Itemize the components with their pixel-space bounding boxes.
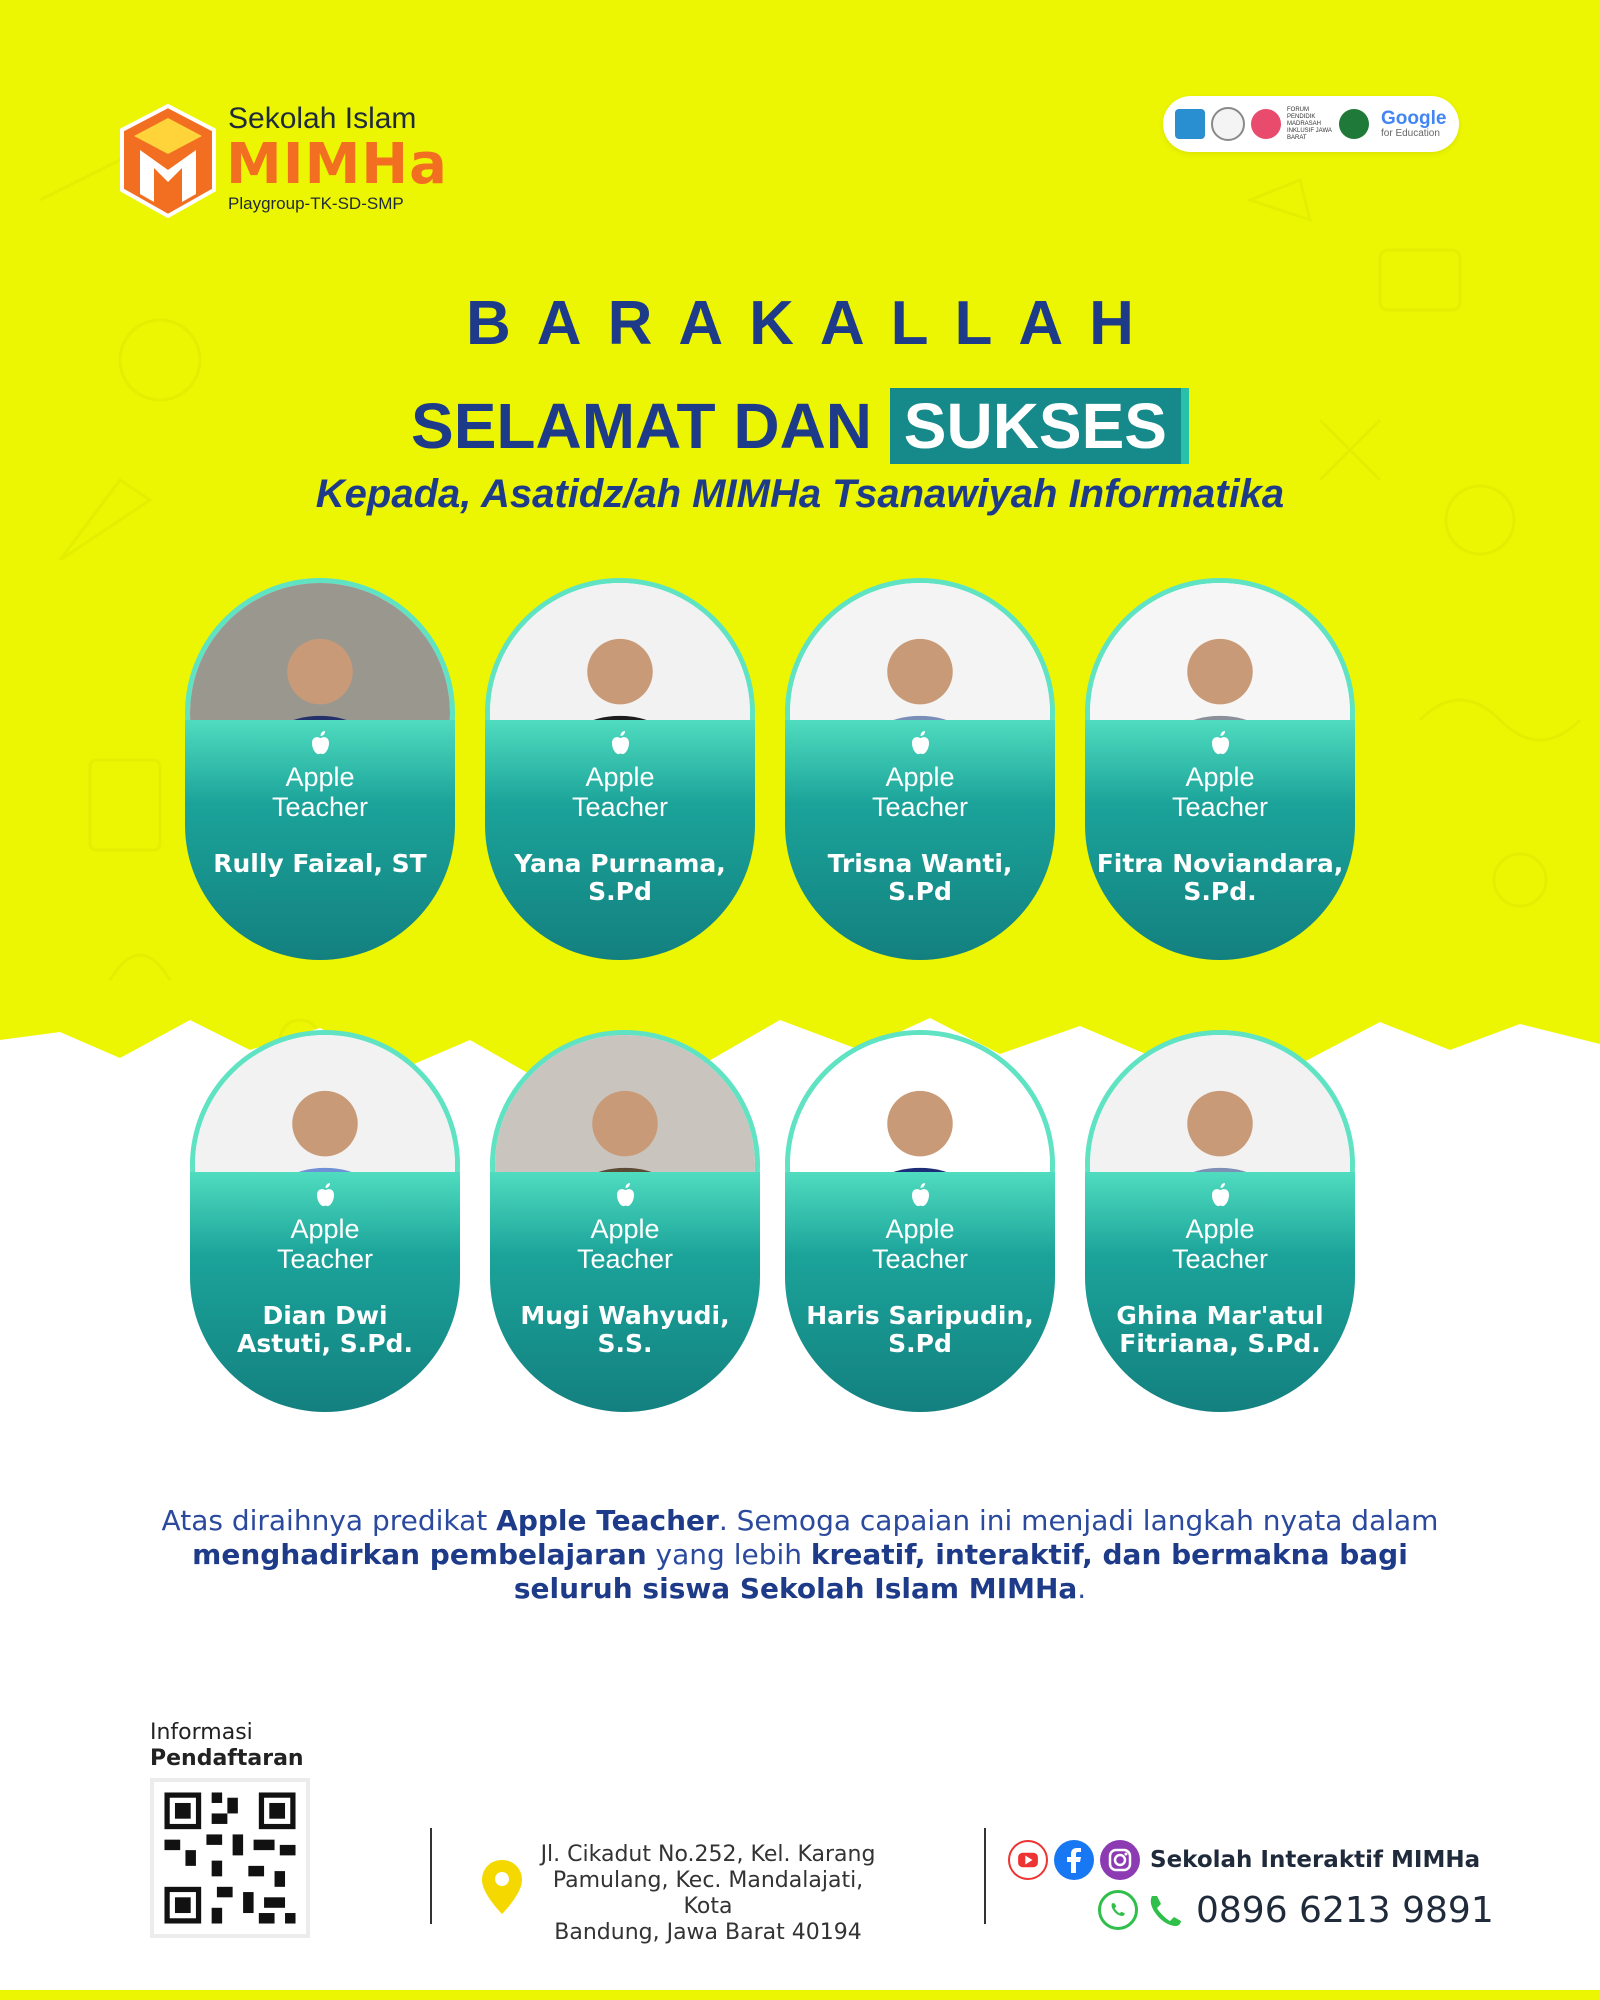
apple-teacher-badge [1085,720,1355,960]
school-address: Jl. Cikadut No.252, Kel. Karang Pamulang, Kec. Mandalajati, Kota Bandung, Jawa Barat 40194 [540,1842,876,1945]
teacher-card [1085,578,1355,958]
footer-divider-left [430,1828,432,1924]
whatsapp-icon[interactable] [1098,1890,1138,1930]
forum-logo-icon [1251,109,1281,139]
teacher-name: Yana Purnama, S.Pd [514,849,726,906]
headline-subtitle: Kepada, Asatidz/ah MIMHa Tsanawiyah Informatika [315,472,1285,516]
teacher-card [490,1030,760,1410]
partner-logos [1163,96,1459,152]
phone-contact-row [1098,1885,1494,1935]
bottom-strip [0,1990,1600,2000]
apple-teacher-badge [485,720,755,960]
teacher-card [1085,1030,1355,1410]
phone-number: 0896 6213 9891 [1196,1889,1494,1931]
school-logo [118,102,448,222]
mimha-logo-icon [118,102,218,220]
apple-logo-icon [310,1180,340,1210]
registration-qr-code[interactable] [150,1778,310,1938]
teacher-name: Rully Faizal, ST [213,849,427,878]
partner-seal-icon [1211,107,1245,141]
teacher-card [485,578,755,958]
social-account-name: Sekolah Interaktif MIMHa [1150,1847,1481,1873]
badge-label: Apple Teacher [571,762,669,822]
teacher-name: Ghina Mar'atul Fitriana, S.Pd. [1116,1301,1324,1358]
headline-line2 [0,384,1600,464]
apple-logo-icon [605,728,635,758]
social-media-row [1008,1838,1480,1882]
apple-logo-icon [610,1180,640,1210]
badge-label: Apple Teacher [271,762,369,822]
headline-title: BARAKALLAH [466,289,1160,358]
congratulation-message: Atas diraihnya predikat Apple Teacher. Semoga capaian ini menjadi langkah nyata dalam menghadirkan pembelajaran yang lebih kreatif, interaktif, dan bermakna bagi seluruh siswa Sekolah Islam MIMHa. [161,1504,1439,1605]
apple-teacher-badge [1085,1172,1355,1412]
headline-prefix: SELAMAT DAN [411,390,873,463]
location-pin-icon [480,1858,524,1916]
apple-teacher-badge [785,720,1055,960]
apple-logo-icon [905,1180,935,1210]
apple-teacher-badge [490,1172,760,1412]
forum-text: FORUM PENDIDIK MADRASAH INKLUSIF JAWA BARAT [1287,106,1332,141]
apple-logo-icon [1205,728,1235,758]
teacher-card [785,1030,1055,1410]
teacher-name: Fitra Noviandara, S.Pd. [1096,849,1344,906]
teacher-name: Dian Dwi Astuti, S.Pd. [237,1301,413,1358]
badge-label: Apple Teacher [871,762,969,822]
logo-line1: Sekolah Islam [228,102,417,135]
headline-highlight: SUKSES [890,388,1189,464]
teacher-name: Trisna Wanti, S.Pd [827,849,1013,906]
apple-logo-icon [305,728,335,758]
logo-levels: Playgroup-TK-SD-SMP [228,194,404,213]
apple-teacher-badge [190,1172,460,1412]
badge-label: Apple Teacher [1171,1214,1269,1274]
google-for-education-logo: Google for Education [1381,107,1447,139]
footer-divider-right [984,1828,986,1924]
ministry-logo-icon [1175,109,1205,139]
badge-label: Apple Teacher [871,1214,969,1274]
logo-name: MIMHa [226,132,448,197]
teacher-card [785,578,1055,958]
badge-label: Apple Teacher [276,1214,374,1274]
teacher-name: Mugi Wahyudi, S.S. [520,1301,730,1358]
phone-icon[interactable] [1144,1890,1184,1930]
facebook-icon[interactable] [1054,1840,1094,1880]
youtube-icon[interactable] [1008,1840,1048,1880]
teacher-card [190,1030,460,1410]
registration-info-label: Informasi Pendaftaran [150,1720,304,1771]
apple-logo-icon [1205,1180,1235,1210]
badge-label: Apple Teacher [1171,762,1269,822]
apple-logo-icon [905,728,935,758]
instagram-icon[interactable] [1100,1840,1140,1880]
apple-teacher-badge [185,720,455,960]
kemenag-logo-icon [1339,109,1369,139]
apple-teacher-badge [785,1172,1055,1412]
teacher-name: Haris Saripudin, S.Pd [806,1301,1034,1358]
teacher-card [185,578,455,958]
badge-label: Apple Teacher [576,1214,674,1274]
